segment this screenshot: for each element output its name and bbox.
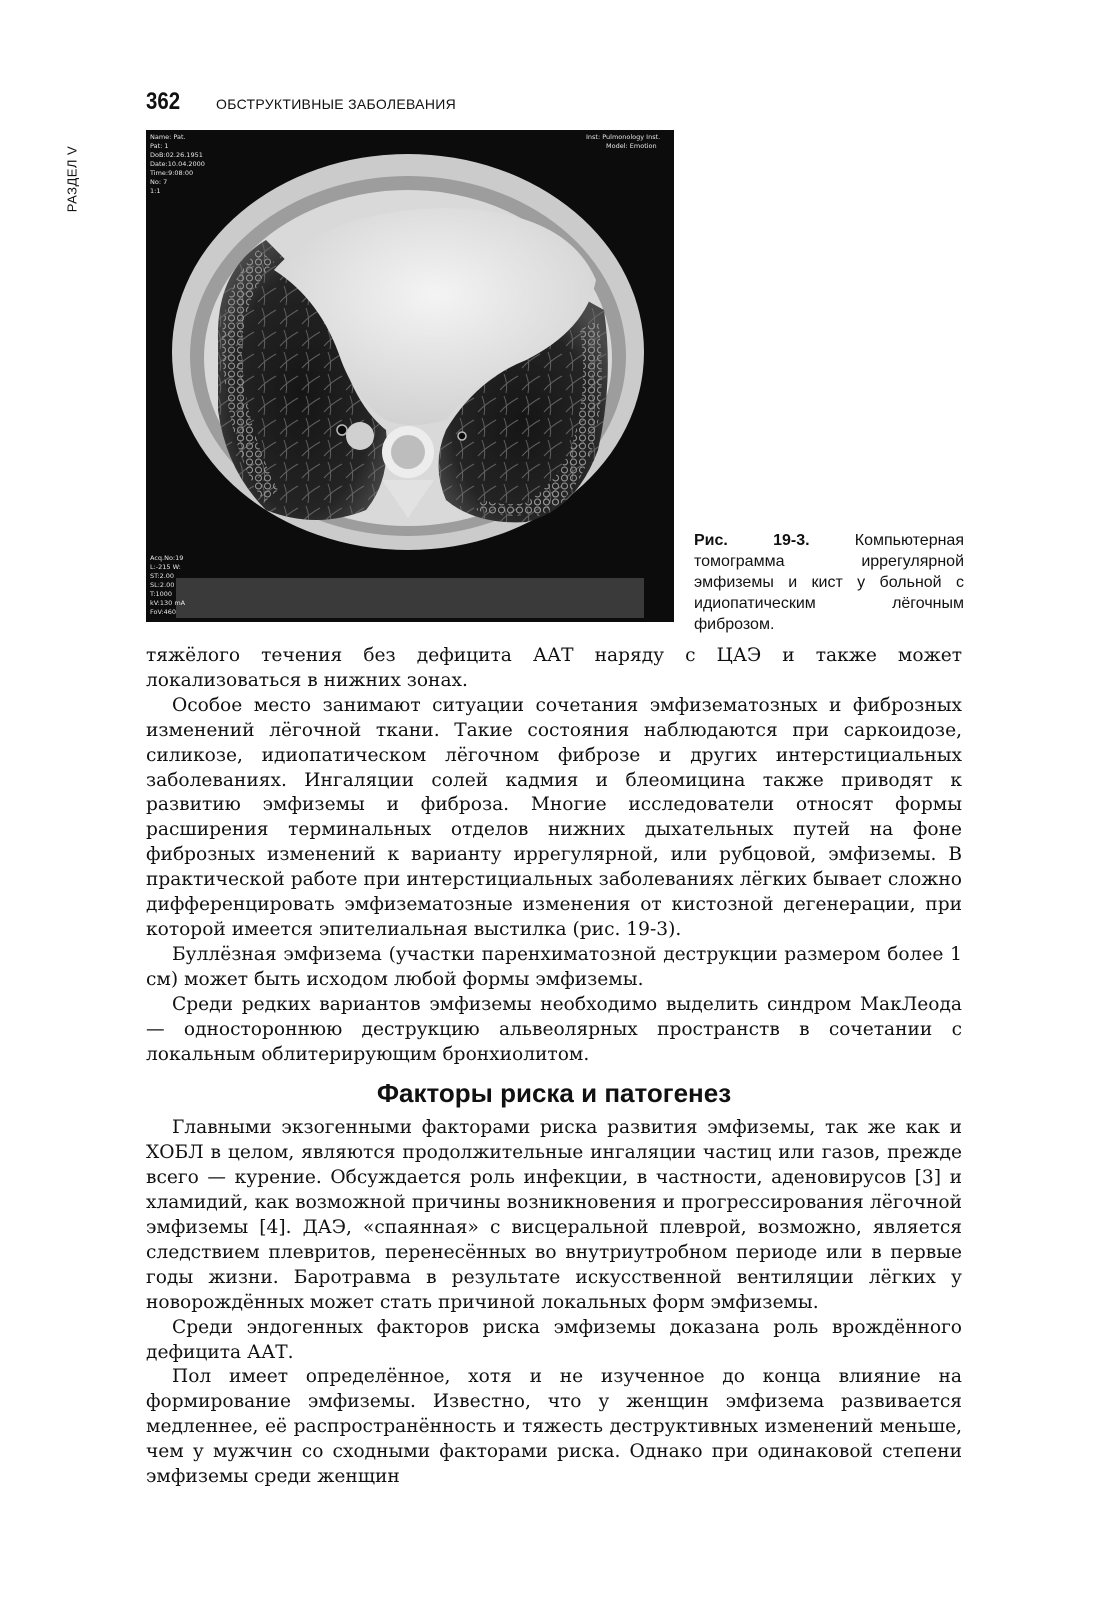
main-text bbox=[146, 644, 962, 1490]
section-side-label bbox=[64, 134, 80, 224]
overlay-left-0: Name: Pat. bbox=[150, 133, 186, 141]
figure-caption-text: Компьютерная томограмма иррегулярной эмфиземы и кист у больной с идиопатическим лёгочным фиброзом. bbox=[694, 532, 964, 633]
page-header bbox=[146, 88, 456, 116]
overlay-left-3: Date:10.04.2000 bbox=[150, 160, 205, 168]
overlay-right-1: Model: Emotion bbox=[606, 142, 657, 150]
ct-scan-image bbox=[146, 130, 674, 622]
overlay-left-1: Pat: 1 bbox=[150, 142, 169, 150]
paragraph-4: Среди редких вариантов эмфиземы необходимо выделить синдром МакЛеода — одностороннюю деструкцию альвеолярных пространств в сочетании с локальным облитерирующим бронхиолитом. bbox=[146, 993, 962, 1065]
paragraph-5: Главными экзогенными факторами риска развития эмфиземы, так же как и ХОБЛ в целом, являются продолжительные ингаляции частиц или газов, прежде всего — курение. Обсуждается роль инфекции, в частности, аденовирусов [3] и хламидий, как возможной причины возникновения и прогрессирования лёгочной эмфиземы [4]. ДАЭ, «спаянная» с висцеральной плеврой, возможно, является следствием плевритов, перенесённых во внутриутробном периоде или в первые годы жизни. Баротравма в результате искусственной вентиляции лёгких у новорождённых может стать причиной локальных форм эмфиземы. bbox=[146, 1117, 962, 1313]
overlay-bl-4: T:1000 bbox=[150, 590, 172, 598]
overlay-bl-2: ST:2.00 bbox=[150, 572, 175, 580]
section-heading: Факторы риска и патогенез bbox=[376, 1078, 732, 1109]
overlay-bl-1: L:-215 W: bbox=[150, 563, 181, 571]
overlay-bl-3: SL:2.00 bbox=[150, 581, 175, 589]
figure-caption-label: Рис. 19-3. bbox=[694, 532, 810, 549]
overlay-bl-5: kV:130 mA bbox=[150, 599, 186, 607]
paragraph-6: Среди эндогенных факторов риска эмфиземы доказана роль врождённого дефицита ААТ. bbox=[146, 1316, 962, 1363]
paragraph-3: Буллёзная эмфизема (участки паренхиматозной деструкции размером более 1 см) может быть исходом любой формы эмфиземы. bbox=[146, 943, 962, 990]
section-side-label-text: РАЗДЕЛ V bbox=[64, 145, 80, 213]
overlay-left-2: DoB:02.26.1951 bbox=[150, 151, 203, 159]
overlay-bl-0: Acq.No:19 bbox=[150, 554, 184, 562]
paragraph-7: Пол имеет определённое, хотя и не изученное до конца влияние на формирование эмфиземы. Известно, что у женщин эмфизема развивается медленнее, её распространённость и тяжесть деструктивных изменений меньше, чем у мужчин со сходными факторами риска. Однако при одинаковой степени эмфиземы среди женщин bbox=[146, 1366, 962, 1488]
figure-caption bbox=[694, 530, 964, 635]
overlay-bl-6: FoV:460 bbox=[150, 608, 176, 616]
page-number: 362 bbox=[146, 88, 181, 115]
paragraph-1: тяжёлого течения без дефицита ААТ наряду с ЦАЭ и также может локализоваться в нижних зонах. bbox=[146, 645, 962, 691]
overlay-left-6: 1:1 bbox=[150, 187, 161, 195]
overlay-left-5: No: 7 bbox=[150, 178, 168, 186]
overlay-left-4: Time:9:08:00 bbox=[150, 169, 194, 177]
paragraph-2: Особое место занимают ситуации сочетания эмфизематозных и фиброзных изменений лёгочной ткани. Такие состояния наблюдаются при саркоидозе, силикозе, идиопатическом лёгочном фиброзе и других интерстициальных заболеваниях. Ингаляции солей кадмия и блеомицина также приводят к развитию эмфиземы и фиброза. Многие исследователи относят формы расширения терминальных отделов нижних дыхательных путей на фоне фиброзных изменений к варианту иррегулярной, или рубцовой, эмфиземы. В практической работе при интерстициальных заболеваниях лёгких бывает сложно дифференцировать эмфизематозные изменения от кистозной дегенерации, при которой имеется эпителиальная выстилка (рис. 19-3). bbox=[146, 694, 962, 940]
overlay-right-0: Inst: Pulmonology Inst. bbox=[586, 133, 661, 141]
running-head: ОБСТРУКТИВНЫЕ ЗАБОЛЕВАНИЯ bbox=[216, 96, 457, 112]
